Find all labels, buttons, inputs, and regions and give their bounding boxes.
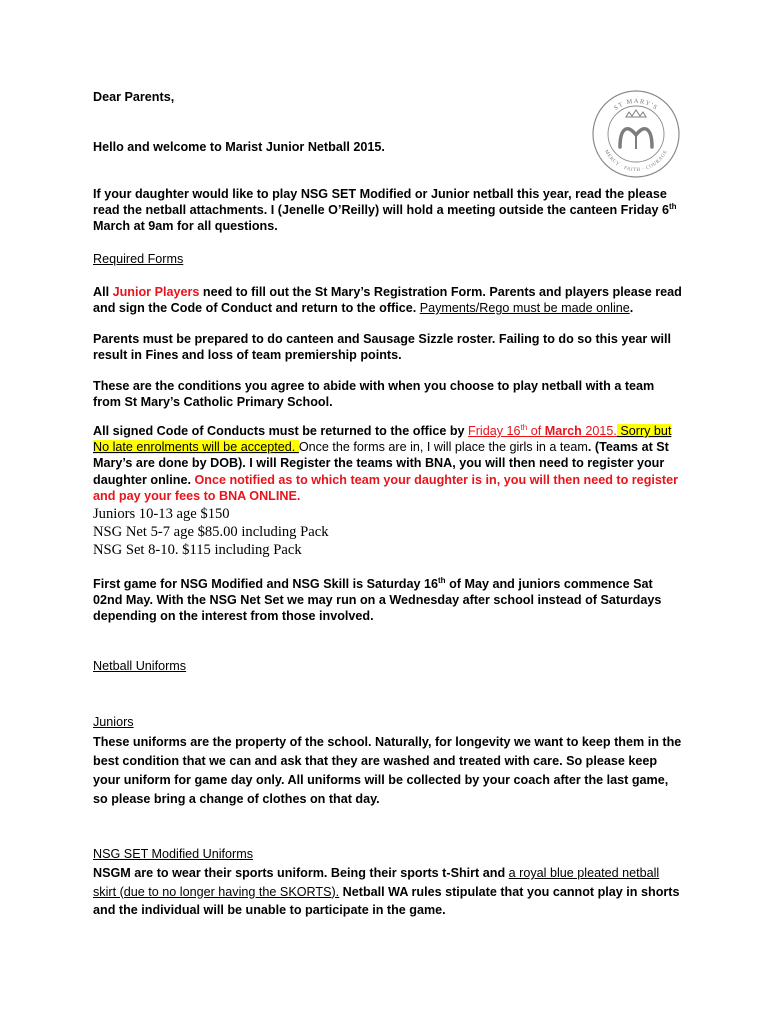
greeting: Dear Parents, [93, 90, 175, 104]
nsg-uniform-paragraph: NSGM are to wear their sports uniform. Being their sports t-Shirt and a royal blue pleated netball skirt (due to no longer having the SKORTS). Netball WA rules stipulate that you cannot play in shorts and the individual will be unable to participate in the game. [93, 866, 680, 917]
fee-nsg-set: NSG Set 8-10. $115 including Pack [93, 542, 302, 558]
crest-bottom-text: MERCY · FAITH · COURAGE [603, 149, 669, 174]
netball-uniforms-heading: Netball Uniforms [93, 659, 187, 673]
fee-nsg-net: NSG Net 5-7 age $85.00 including Pack [93, 524, 329, 540]
skirt-requirement: a royal blue pleated netball skirt (due to no longer having the SKORTS). [93, 866, 660, 899]
conditions-paragraph: These are the conditions you agree to abide with when you choose to play netball with a team from St Mary’s Catholic Primary School. [93, 379, 655, 410]
late-enrolment-notice: Sorry but No late enrolments will be accepted. [93, 424, 672, 455]
juniors-uniform-paragraph: These uniforms are the property of the school. Naturally, for longevity we want to keep them in the best condition that we can and ask that they are washed and treated with care. So please keep your uniform for game day only. All uniforms will be collected by your coach after the last game, so please bring a change of clothes on that day. [93, 735, 682, 806]
payments-rego-link: Payments/Rego must be made online [419, 301, 630, 316]
first-game-paragraph: First game for NSG Modified and NSG Skill is Saturday 16th of May and juniors commence Sat 02nd May. With the NSG Net Set we may run on a Wednesday after school instead of Saturdays depending on the interest from those involved. [93, 575, 662, 624]
fee-juniors: Juniors 10-13 age $150 [93, 506, 230, 522]
crest-top-text: ST MARY'S [612, 97, 660, 113]
code-of-conduct-paragraph: All signed Code of Conducts must be returned to the office by Friday 16th of March 2015. Sorry but No late enrolments will be accepted. Once the forms are in, I will place the girls in a team. (Teams at St Mary’s are done by DOB). I will Register the teams with BNA, you will then need to register your daughter online. Once notified as to which team your daughter is in, you will then need to register and pay your fees to BNA ONLINE. [93, 422, 678, 503]
juniors-heading: Juniors [93, 715, 134, 729]
intro-paragraph: If your daughter would like to play NSG SET Modified or Junior netball this year, read the please read the netball attachments. I (Jenelle O’Reilly) will hold a meeting outside the canteen Friday 6th March at 9am for all questions. [93, 187, 677, 234]
due-date: Friday 16th of March 2015. [468, 422, 617, 438]
registration-paragraph: All Junior Players need to fill out the St Mary’s Registration Form. Parents and players please read and sign the Code of Conduct and return to the office. Payments/Rego must be made online. [93, 285, 682, 316]
required-forms-heading: Required Forms [93, 252, 184, 266]
canteen-paragraph: Parents must be prepared to do canteen and Sausage Sizzle roster. Failing to do so this year will result in Fines and loss of team premiership points. [93, 332, 672, 363]
nsg-uniforms-heading: NSG SET Modified Uniforms [93, 847, 254, 861]
welcome-line: Hello and welcome to Marist Junior Netball 2015. [93, 140, 385, 154]
